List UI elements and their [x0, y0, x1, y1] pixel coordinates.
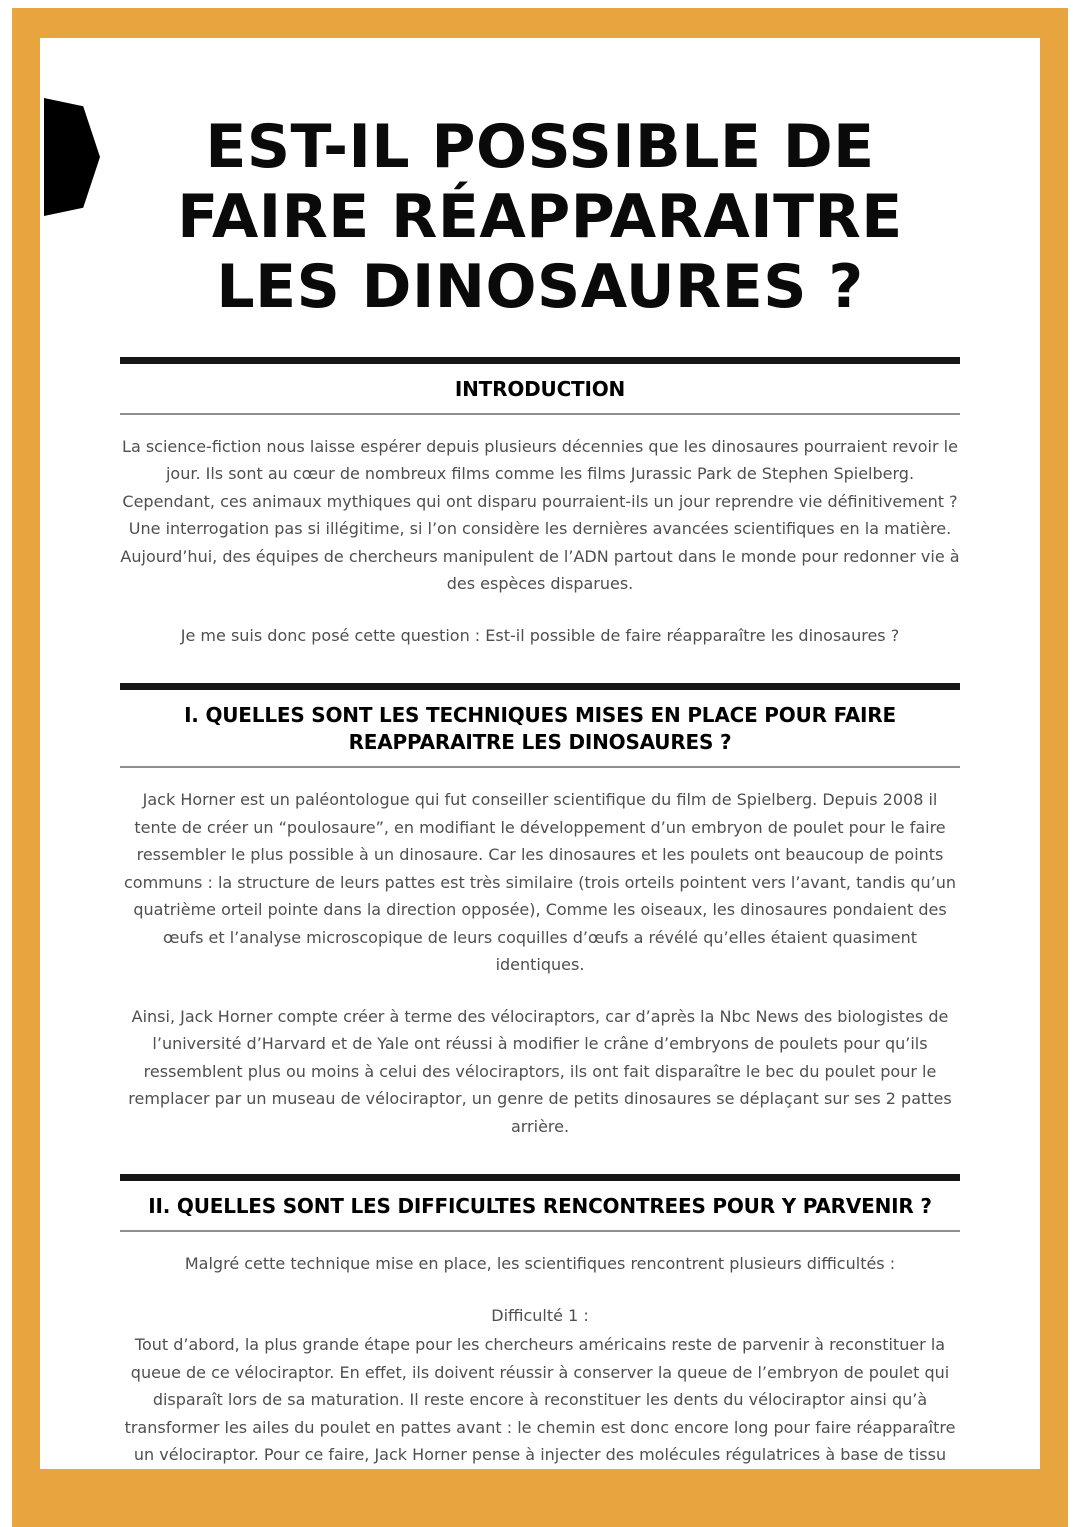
section-heading: INTRODUCTION — [454, 376, 626, 401]
section-heading: I. QUELLES SONT LES TECHNIQUES MISES EN PLACE POUR FAIRE REAPPARAITRE LES DINOSAURES ? — [184, 703, 896, 755]
paragraph: Tout d’abord, la plus grande étape pour les chercheurs américains reste de parvenir à reconstituer la queue de ce vélociraptor. En effet, ils doivent réussir à conserver la queue de l’embryon de poulet qui disparaît lors de sa maturation. Il reste encore à reconstituer les dents du vélociraptor ainsi qu’à transformer les ailes du poulet en pattes avant : le chemin est donc encore long pour faire réapparaître un vélociraptor. Pour ce faire, Jack Horner pense à injecter des molécules régulatrices à base de tissu — [124, 1335, 956, 1465]
paragraph-difficulty-label: Difficulté 1 : — [491, 1305, 589, 1325]
title-line-3: LES DINOSAURES ? — [216, 252, 864, 323]
page-frame — [12, 8, 1068, 1527]
section-divider-thick — [120, 683, 960, 690]
document-page — [40, 38, 1040, 1469]
paragraph: La science-fiction nous laisse espérer depuis plusieurs décennies que les dinosaures pourraient revoir le jour. Ils sont au cœur de nombreux films comme les films Jurassic Park de Stephen Spielberg. Cependant, ces animaux mythiques qui ont disparu pourraient-ils un jour reprendre vie définitivement ? Une interrogation pas si illégitime, si l’on considère les dernières avancées scientifiques en la matière. Aujourd’hui, des équipes de chercheurs manipulent de l’ADN partout dans le monde pour redonner vie à des espèces disparues. — [120, 436, 960, 594]
section-techniques — [120, 683, 960, 1140]
section-difficultes — [120, 1174, 960, 1469]
paragraph: Malgré cette technique mise en place, les scientifiques rencontrent plusieurs difficultés : — [184, 1254, 896, 1274]
title-line-2: FAIRE RÉAPPARAITRE — [177, 182, 903, 253]
section-heading: II. QUELLES SONT LES DIFFICULTES RENCONTREES POUR Y PARVENIR ? — [148, 1194, 932, 1219]
document-title — [120, 112, 960, 323]
section-divider-thick — [120, 1174, 960, 1181]
section-divider-thin — [120, 1230, 960, 1232]
section-introduction — [120, 357, 960, 650]
section-divider-thick — [120, 357, 960, 364]
title-line-1: EST-IL POSSIBLE DE — [205, 112, 875, 182]
section-divider-thin — [120, 766, 960, 768]
paragraph: Jack Horner est un paléontologue qui fut conseiller scientifique du film de Spielberg. Depuis 2008 il tente de créer un “poulosaure”, en modifiant le développement d’un embryon de poulet pour le faire ressembler le plus possible à un dinosaure. Car les dinosaures et les poulets ont beaucoup de points communs : la structure de leurs pattes est très similaire (trois orteils pointent vers l’avant, tandis qu’un quatrième orteil pointe dans la direction opposée), Comme les oiseaux, les dinosaures pondaient des œufs et l’analyse microscopique de leurs coquilles d’œufs a révélé qu’elles étaient quasiment identiques. — [124, 790, 956, 975]
section-divider-thin — [120, 413, 960, 415]
paragraph: Je me suis donc posé cette question : Est-il possible de faire réapparaître les dinosaures ? — [180, 625, 900, 645]
paragraph: Ainsi, Jack Horner compte créer à terme des vélociraptors, car d’après la Nbc News des biologistes de l’université d’Harvard et de Yale ont réussi à modifier le crâne d’embryons de poulets pour qu’ils ressemblent plus ou moins à celui des vélociraptors, ils ont fait disparaître le bec du poulet pour le remplacer par un museau de vélociraptor, un genre de petits dinosaures se déplaçant sur ses 2 pattes arrière. — [128, 1006, 952, 1136]
